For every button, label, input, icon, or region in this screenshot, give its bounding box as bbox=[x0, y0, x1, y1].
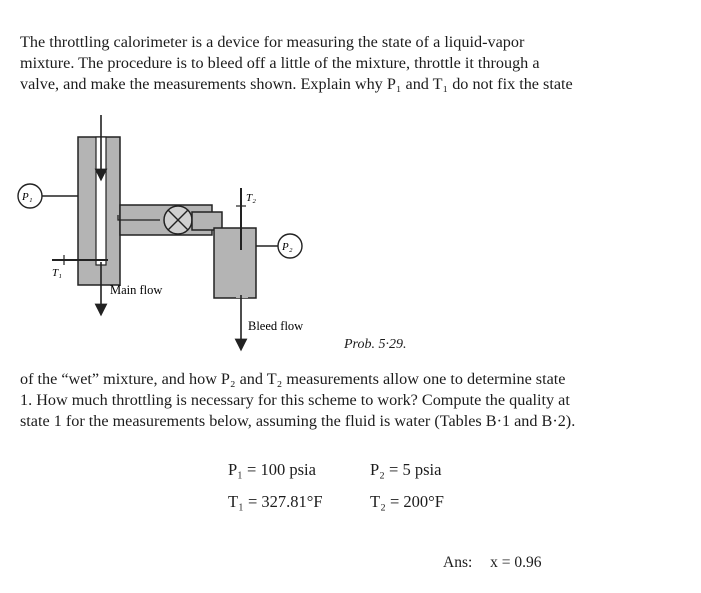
problem-statement-bottom bbox=[20, 369, 670, 432]
calorimeter-figure bbox=[0, 108, 701, 370]
bleed-flow-label: Bleed flow bbox=[248, 319, 304, 333]
problem-line: The throttling calorimeter is a device for measuring the state of a liquid-vapor bbox=[20, 33, 525, 51]
p1-label: P₁ bbox=[22, 191, 33, 203]
main-flow-label: Main flow bbox=[110, 283, 163, 297]
measurement-t1: T₁ = 327.81°F bbox=[228, 492, 323, 511]
problem-statement-top bbox=[20, 32, 670, 95]
answer-label: Ans: bbox=[443, 554, 473, 571]
problem-line: valve, and make the measurements shown. Explain why P₁ and T₁ do not fix the state bbox=[20, 75, 573, 93]
bleed-outlet bbox=[236, 288, 248, 298]
measurement-t2: T₂ = 200°F bbox=[370, 492, 444, 511]
p2-label: P₂ bbox=[282, 241, 293, 253]
t1-label: T₁ bbox=[52, 267, 62, 279]
measurement-p2: P₂ = 5 psia bbox=[370, 460, 442, 479]
figure-caption: Prob. 5·29. bbox=[344, 337, 407, 352]
t2-label: T₂ bbox=[246, 192, 256, 204]
problem-line: of the “wet” mixture, and how P₂ and T₂ measurements allow one to determine state bbox=[20, 370, 566, 388]
problem-line: state 1 for the measurements below, assuming the fluid is water (Tables B·1 and B·2). bbox=[20, 412, 576, 430]
answer-value: x = 0.96 bbox=[490, 554, 542, 571]
measurement-p1: P₁ = 100 psia bbox=[228, 460, 316, 479]
expansion-chamber bbox=[214, 228, 256, 298]
answer bbox=[443, 554, 556, 572]
problem-line: 1. How much throttling is necessary for this scheme to work? Compute the quality at bbox=[20, 391, 570, 409]
problem-line: mixture. The procedure is to bleed off a little of the mixture, throttle it through a bbox=[20, 54, 540, 72]
